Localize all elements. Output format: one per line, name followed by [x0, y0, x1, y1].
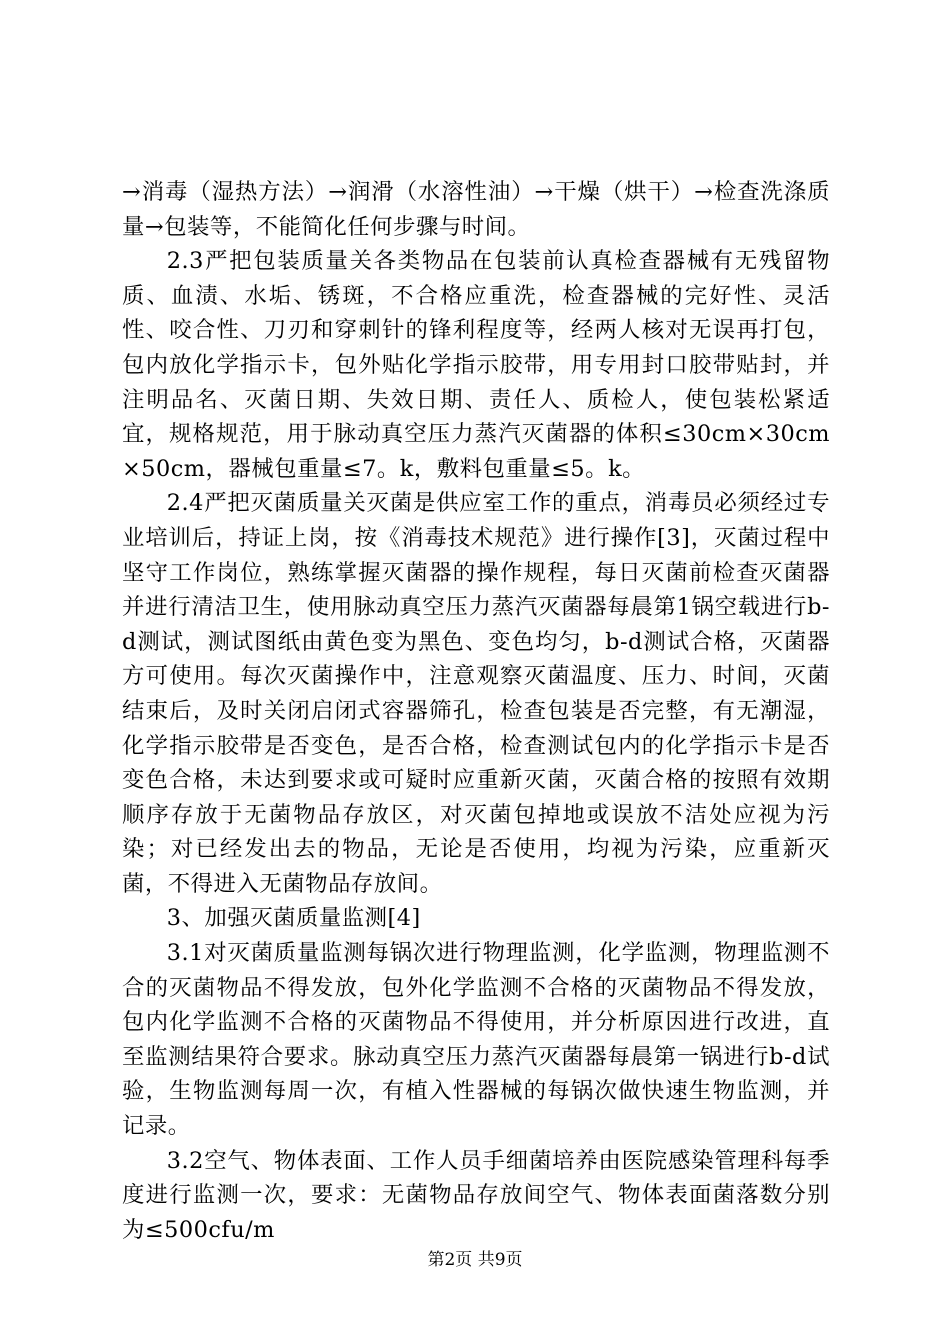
- page-footer: 第2页 共9页: [427, 1250, 523, 1270]
- paragraph-3-1-monitoring: 3.1对灭菌质量监测每锅次进行物理监测，化学监测，物理监测不合的灭菌物品不得发放，包外化学监测不合格的灭菌物品不得发放，包内化学监测不合格的灭菌物品不得使用，并分析原因进行改进，直至监测结果符合要求。脉动真空压力蒸汽灭菌器每晨第一锅进行b-d试验，生物监测每周一次，有植入性器械的每锅次做快速生物监测，并记录。: [122, 940, 830, 1140]
- paragraph-3-2-bacteria-culture: 3.2空气、物体表面、工作人员手细菌培养由医院感染管理科每季度进行监测一次，要求：无菌物品存放间空气、物体表面菌落数分别为≤500cfu/m: [122, 1147, 830, 1243]
- document-body: [122, 175, 830, 1247]
- section-heading-3-monitoring: 3、加强灭菌质量监测[4]: [166, 905, 421, 932]
- paragraph-continuation: →消毒（湿热方法）→润滑（水溶性油）→干燥（烘干）→检查洗涤质量→包装等，不能简化任何步骤与时间。: [122, 179, 830, 240]
- paragraph-2-3-packaging-quality: 2.3严把包装质量关各类物品在包装前认真检查器械有无残留物质、血渍、水垢、锈斑，不合格应重洗，检查器械的完好性、灵活性、咬合性、刀刃和穿刺针的锋利程度等，经两人核对无误再打包，包内放化学指示卡，包外贴化学指示胶带，用专用封口胶带贴封，并注明品名、灭菌日期、失效日期、责任人、质检人，使包装松紧适宜，规格规范，用于脉动真空压力蒸汽灭菌器的体积≤30cm×30cm×50cm，器械包重量≤7。k，敷料包重量≤5。k。: [122, 248, 830, 482]
- paragraph-2-4-sterilization-quality: 2.4严把灭菌质量关灭菌是供应室工作的重点，消毒员必须经过专业培训后，持证上岗，按《消毒技术规范》进行操作[3]，灭菌过程中坚守工作岗位，熟练掌握灭菌器的操作规程，每日灭菌前检查灭菌器并进行清洁卫生，使用脉动真空压力蒸汽灭菌器每晨第1锅空载进行b-d测试，测试图纸由黄色变为黑色、变色均匀，b-d测试合格，灭菌器方可使用。每次灭菌操作中，注意观察灭菌温度、压力、时间，灭菌结束后，及时关闭启闭式容器筛孔，检查包装是否完整，有无潮湿，化学指示胶带是否变色，是否合格，检查测试包内的化学指示卡是否变色合格，未达到要求或可疑时应重新灭菌，灭菌合格的按照有效期顺序存放于无菌物品存放区，对灭菌包掉地或误放不洁处应视为污染；对已经发出去的物品，无论是否使用，均视为污染，应重新灭菌，不得进入无菌物品存放间。: [122, 490, 830, 897]
